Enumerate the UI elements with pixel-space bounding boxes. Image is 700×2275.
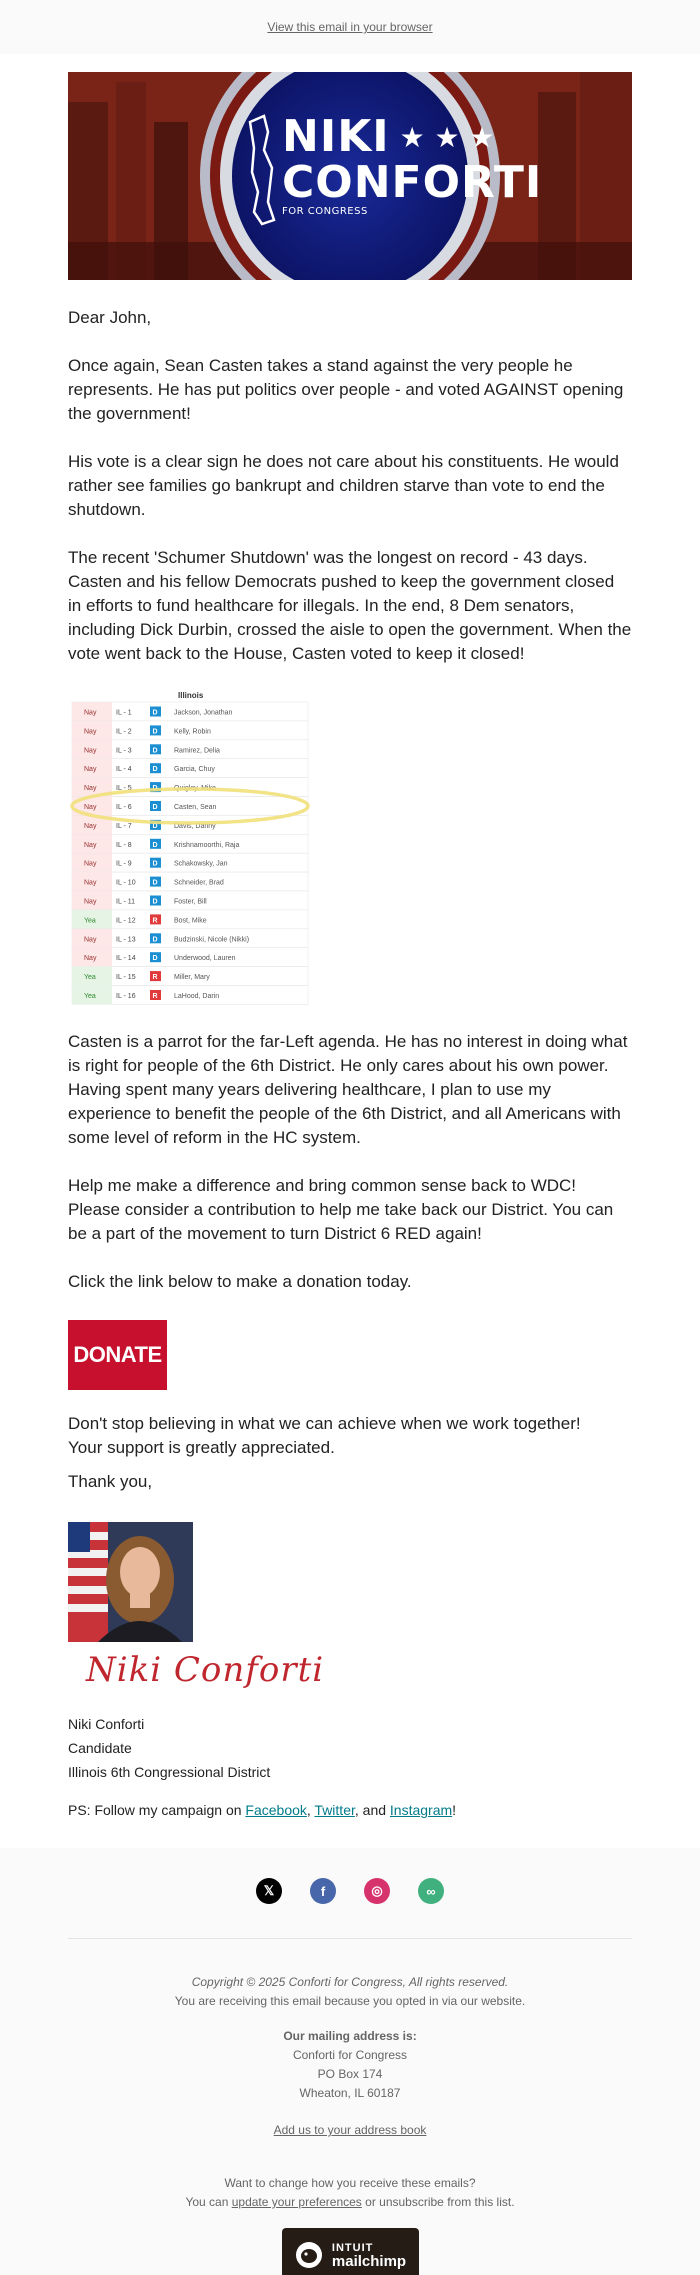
district-label: IL - 3 [116, 747, 132, 755]
party-letter: D [152, 785, 158, 793]
x-icon[interactable]: 𝕏 [256, 1878, 282, 1904]
vote-value: Nay [84, 747, 97, 755]
vote-value: Nay [84, 822, 97, 830]
vote-value: Nay [84, 936, 97, 944]
vote-table [68, 688, 310, 1008]
member-name: Budzinski, Nicole (Nikki) [174, 936, 250, 944]
letter-body [68, 306, 632, 666]
mailing-heading: Our mailing address is: [283, 2029, 417, 2043]
party-letter: D [152, 879, 158, 887]
update-preferences-link[interactable]: update your preferences [231, 2195, 362, 2209]
vote-table-header: Illinois [178, 691, 204, 700]
paragraph-6: Click the link below to make a donation today. [68, 1272, 412, 1291]
twitter-link[interactable]: Twitter [314, 1802, 355, 1818]
district-label: IL - 1 [116, 709, 132, 717]
district-label: IL - 12 [116, 917, 136, 925]
district-label: IL - 8 [116, 841, 132, 849]
member-name: Schneider, Brad [174, 879, 224, 887]
district-label: IL - 4 [116, 766, 132, 774]
vote-value: Nay [84, 955, 97, 963]
address-line-3: Wheaton, IL 60187 [299, 2086, 401, 2100]
district-label: IL - 9 [116, 860, 132, 868]
district-label: IL - 7 [116, 822, 132, 830]
footer [0, 1848, 700, 2275]
party-letter: R [152, 974, 158, 982]
member-name: Bost, Mike [174, 917, 207, 925]
member-name: Davis, Danny [174, 822, 216, 830]
paragraph-2: His vote is a clear sign he does not care about his constituents. He would rather see families go bankrupt and children starve than vote to end the shutdown. [68, 452, 619, 519]
member-name: Underwood, Lauren [174, 955, 236, 963]
member-name: Quigley, Mike [174, 785, 216, 793]
signature-district: Illinois 6th Congressional District [68, 1764, 271, 1780]
vote-value: Nay [84, 898, 97, 906]
closing-line-2: Your support is greatly appreciated. [68, 1438, 335, 1457]
member-name: LaHood, Darin [174, 993, 220, 1000]
banner-subtitle: FOR CONGRESS [282, 206, 368, 217]
vote-value: Nay [84, 709, 97, 717]
member-name: Foster, Bill [174, 898, 207, 906]
campaign-banner [68, 72, 632, 280]
party-letter: D [152, 898, 158, 906]
preheader [0, 0, 700, 54]
district-label: IL - 15 [116, 974, 136, 982]
ps-sep1: , [306, 1802, 315, 1818]
donate-button[interactable] [68, 1320, 167, 1390]
member-name: Krishnamoorthi, Raja [174, 841, 240, 849]
member-name: Garcia, Chuy [174, 766, 215, 774]
party-letter: D [152, 709, 158, 717]
vote-value: Yea [84, 917, 96, 925]
party-letter: D [152, 747, 158, 755]
district-label: IL - 14 [116, 955, 136, 963]
vote-value: Yea [84, 993, 96, 1000]
ps-prefix: PS: Follow my campaign on [68, 1802, 246, 1818]
signature-title: Candidate [68, 1740, 132, 1756]
closing-line-1: Don't stop believing in what we can achieve when we work together! [68, 1414, 581, 1433]
district-label: IL - 5 [116, 785, 132, 793]
party-letter: D [152, 804, 158, 811]
unsubscribe-text: or unsubscribe from this list. [361, 2195, 515, 2209]
ps-line [68, 1798, 632, 1848]
member-name: Kelly, Robin [174, 728, 211, 736]
member-name: Miller, Mary [174, 974, 210, 982]
link-icon[interactable]: ∞ [418, 1878, 444, 1904]
paragraph-1: Once again, Sean Casten takes a stand against the very people he represents. He has put politics over people - and voted AGAINST opening the government! [68, 356, 624, 423]
member-name: Casten, Sean [174, 804, 217, 811]
paragraph-4: Casten is a parrot for the far-Left agenda. He has no interest in doing what is right for people of the 6th District. He only cares about his own power. Having spent many years delivering healthcare, I plan to use my experience to benefit the people of the 6th District, and all Americans with some level of reform in the HC system. [68, 1032, 628, 1147]
banner-name-line1: NIKI [282, 111, 390, 162]
add-to-address-book-link[interactable]: Add us to your address book [273, 2123, 427, 2137]
member-name: Ramirez, Delia [174, 747, 220, 755]
vote-value: Nay [84, 879, 97, 887]
badge-intuit: INTUIT [331, 2241, 374, 2254]
address-line-2: PO Box 174 [317, 2067, 383, 2081]
vote-value: Nay [84, 785, 97, 793]
copyright: Copyright © 2025 Conforti for Congress, All rights reserved. [191, 1975, 509, 1989]
thank-you: Thank you, [68, 1472, 153, 1491]
district-label: IL - 13 [116, 936, 136, 944]
banner-text [282, 111, 543, 217]
district-label: IL - 11 [116, 898, 136, 906]
vote-value: Nay [84, 804, 97, 811]
party-letter: R [152, 993, 158, 1000]
vote-value: Yea [84, 974, 96, 982]
vote-value: Nay [84, 860, 97, 868]
greeting: Dear John, [68, 308, 152, 327]
donate-label: DONATE [73, 1342, 162, 1367]
vote-value: Nay [84, 841, 97, 849]
change-prefs-line: Want to change how you receive these emails? [224, 2176, 476, 2190]
district-label: IL - 10 [116, 879, 136, 887]
party-letter: D [152, 955, 158, 963]
district-label: IL - 2 [116, 728, 132, 736]
you-can-text: You can [185, 2195, 232, 2209]
closing-block [68, 1412, 632, 1494]
signature-block [68, 1712, 632, 1784]
letter-body-continued [68, 1030, 632, 1294]
party-letter: D [152, 936, 158, 944]
party-letter: D [152, 860, 158, 868]
facebook-link[interactable]: Facebook [245, 1802, 307, 1818]
banner-stars: ★ ★ ★ [399, 120, 495, 154]
view-in-browser-link[interactable]: View this email in your browser [267, 20, 433, 34]
mailchimp-badge[interactable] [282, 2228, 419, 2275]
signature-script: Niki Conforti [86, 1650, 325, 1690]
candidate-photo [68, 1522, 193, 1642]
district-label: IL - 6 [116, 804, 132, 811]
email-body [0, 54, 700, 1848]
paragraph-3: The recent 'Schumer Shutdown' was the longest on record - 43 days. Casten and his fellow Democrats pushed to keep the government closed in efforts to fund healthcare for illegals. In the end, 8 Dem senators, including Dick Durbin, crossed the aisle to open the government. When the vote went back to the House, Casten voted to keep it closed! [68, 548, 632, 663]
paragraph-5: Help me make a difference and bring common sense back to WDC! Please consider a contribution to help me take back our District. You can be a part of the movement to turn District 6 RED again! [68, 1176, 614, 1243]
party-letter: D [152, 841, 158, 849]
preferences-line [0, 2193, 700, 2212]
district-label: IL - 16 [116, 993, 136, 1000]
party-letter: D [152, 822, 158, 830]
social-icons [0, 1878, 700, 1904]
instagram-icon[interactable]: ◎ [364, 1878, 390, 1904]
party-letter: D [152, 728, 158, 736]
party-letter: D [152, 766, 158, 774]
ps-suffix: ! [452, 1802, 457, 1818]
member-name: Schakowsky, Jan [174, 860, 228, 868]
donate-wrapper [68, 1320, 632, 1390]
badge-mailchimp: mailchimp [331, 2252, 407, 2270]
candidate-portrait [68, 1522, 193, 1642]
address-line-1: Conforti for Congress [292, 2048, 408, 2062]
member-name: Jackson, Jonathan [174, 709, 233, 717]
instagram-link[interactable]: Instagram [389, 1802, 453, 1818]
vote-value: Nay [84, 766, 97, 774]
footer-divider [68, 1938, 632, 1939]
party-letter: R [152, 917, 158, 925]
vote-table-image [68, 688, 310, 1008]
opt-in-notice: You are receiving this email because you opted in via our website. [174, 1994, 526, 2008]
facebook-icon[interactable]: f [310, 1878, 336, 1904]
vote-value: Nay [84, 728, 97, 736]
signature-name: Niki Conforti [68, 1716, 145, 1732]
banner-name-line2: CONFORTI [282, 157, 543, 208]
mailchimp-logo-icon [294, 2240, 324, 2270]
ps-sep2: , and [354, 1802, 390, 1818]
footer-text [0, 1973, 700, 2212]
